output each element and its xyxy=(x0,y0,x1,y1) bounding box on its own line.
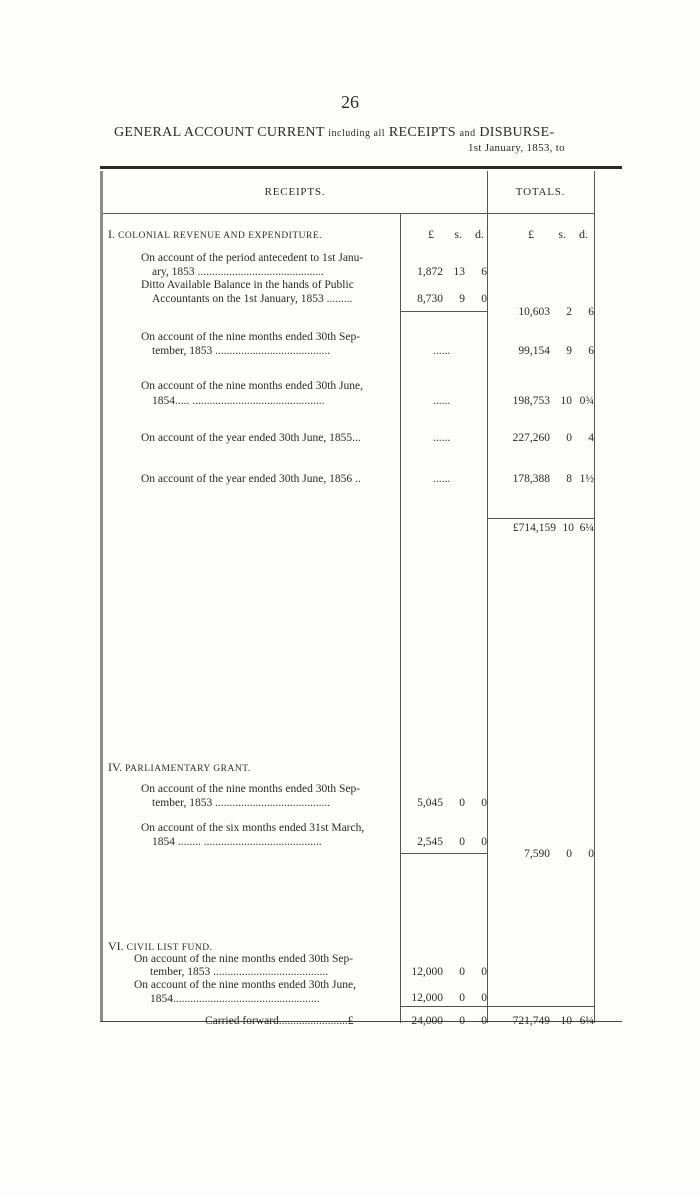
sum-rule xyxy=(400,311,487,312)
totals-column-header: TOTALS. xyxy=(515,186,566,198)
shilling-header: s. xyxy=(454,227,462,241)
amount-pence: 6¼ xyxy=(579,522,594,534)
amount-pence: 0 xyxy=(481,836,487,848)
entry-amount xyxy=(400,966,487,978)
amount-pence: 0 xyxy=(588,848,594,860)
heading-part: DISBURSE- xyxy=(479,125,555,140)
entry-line: Accountants on the 1st January, 1853 ......... xyxy=(152,293,353,305)
entry-line: Ditto Available Balance in the hands of Public xyxy=(141,279,354,291)
amount-shillings: 0 xyxy=(459,1015,465,1027)
entry-line: 1854................................................... xyxy=(150,993,320,1005)
amount-pence: 6 xyxy=(481,266,487,278)
total-amount xyxy=(487,473,594,485)
amount-pounds: £714,159 xyxy=(512,522,556,534)
section-number: I. xyxy=(108,227,115,241)
amount-shillings: 0 xyxy=(459,797,465,809)
table-top-rule xyxy=(100,166,622,169)
entry-line: On account of the nine months ended 30th June, xyxy=(134,979,356,991)
entry-amount xyxy=(400,797,487,809)
pence-header: d. xyxy=(475,227,484,241)
amount-shillings: 10 xyxy=(560,1015,572,1027)
entry-line: On account of the nine months ended 30th June, xyxy=(141,380,363,392)
heading-part: including all xyxy=(328,128,386,139)
section-number: IV. xyxy=(108,760,123,774)
carried-forward-amount xyxy=(400,1015,487,1027)
total-amount xyxy=(487,306,594,318)
section-name: COLONIAL REVENUE AND EXPENDITURE. xyxy=(118,231,323,241)
sum-rule xyxy=(400,1006,594,1007)
amount-shillings: 13 xyxy=(453,266,465,278)
amount-pounds: 178,388 xyxy=(512,473,550,485)
total-amount xyxy=(487,345,594,357)
amount-pounds: 12,000 xyxy=(411,992,443,1004)
amount-pounds: 227,260 xyxy=(512,432,550,444)
amount-pence: 0 xyxy=(481,293,487,305)
amount-shillings: 10 xyxy=(562,522,574,534)
entry-line: On account of the nine months ended 30th Sep- xyxy=(141,783,361,795)
amount-shillings: 0 xyxy=(459,992,465,1004)
heading-part: RECEIPTS xyxy=(388,125,456,140)
amount-pence: 6¼ xyxy=(579,1015,594,1027)
entry-line: On account of the nine months ended 30th Sep- xyxy=(134,953,354,965)
section-title xyxy=(108,227,322,242)
entry-amount xyxy=(400,293,487,305)
heading-part: and xyxy=(459,128,476,139)
entry-line: On account of the nine months ended 30th Sep- xyxy=(141,331,361,343)
entry-line: 1854..... .............................................. xyxy=(152,395,325,407)
page-subheading: 1st January, 1853, to xyxy=(468,142,565,154)
amount-pounds: 721,749 xyxy=(512,1015,550,1027)
heading-part: GENERAL ACCOUNT CURRENT xyxy=(114,125,325,140)
page-number: 26 xyxy=(341,92,359,112)
entry-amount xyxy=(400,836,487,848)
amount-shillings: 0 xyxy=(566,432,572,444)
amount-pence: 0 xyxy=(481,966,487,978)
section-name: PARLIAMENTARY GRANT. xyxy=(125,764,251,774)
amount-pounds: 10,603 xyxy=(518,306,550,318)
amount-shillings: 9 xyxy=(566,345,572,357)
amount-pounds: 8,730 xyxy=(417,293,443,305)
amount-pence: 0 xyxy=(481,1015,487,1027)
amount-shillings: 0 xyxy=(459,966,465,978)
sum-rule xyxy=(400,853,487,854)
amount-pounds: 12,000 xyxy=(411,966,443,978)
column-rule xyxy=(594,171,595,1023)
entry-line: tember, 1853 ........................................ xyxy=(150,966,329,978)
entry-line: On account of the year ended 30th June, 1856 .. xyxy=(141,473,361,485)
column-rule xyxy=(400,213,401,1023)
amount-pounds: 2,545 xyxy=(417,836,443,848)
amount-pence: 1½ xyxy=(579,473,594,485)
entry-line: ary, 1853 ............................................ xyxy=(152,266,325,278)
page-heading xyxy=(114,125,554,141)
amount-pounds: 5,045 xyxy=(417,797,443,809)
amount-pounds: 99,154 xyxy=(518,345,550,357)
section-number: VI. xyxy=(108,939,124,953)
entry-line: tember, 1853 ........................................ xyxy=(152,797,331,809)
amount-pounds: 24,000 xyxy=(411,1015,443,1027)
shilling-header: s. xyxy=(558,227,566,241)
entry-line: On account of the year ended 30th June, 1855... xyxy=(141,432,361,444)
receipts-column-header: RECEIPTS. xyxy=(264,186,326,198)
table-left-rule xyxy=(100,171,103,1021)
amount-pence: 6 xyxy=(588,345,594,357)
section-name: CIVIL LIST FUND. xyxy=(126,943,213,953)
amount-shillings: 2 xyxy=(566,306,572,318)
entry-line: On account of the period antecedent to 1st Janu- xyxy=(141,252,364,264)
carried-forward-total xyxy=(487,1015,594,1027)
section-title xyxy=(108,939,213,954)
amount-shillings: 0 xyxy=(566,848,572,860)
amount-shillings: 8 xyxy=(566,473,572,485)
amount-shillings: 10 xyxy=(560,395,572,407)
amount-pence: 0¾ xyxy=(579,395,594,407)
entry-line: tember, 1853 ........................................ xyxy=(152,345,331,357)
header-rule xyxy=(103,213,595,214)
dots-placeholder: ...... xyxy=(433,395,451,407)
amount-shillings: 0 xyxy=(459,836,465,848)
total-amount xyxy=(487,432,594,444)
sum-rule xyxy=(487,518,594,519)
amount-pounds: 7,590 xyxy=(524,848,550,860)
amount-pounds: 198,753 xyxy=(512,395,550,407)
amount-shillings: 9 xyxy=(459,293,465,305)
amount-pence: 0 xyxy=(481,797,487,809)
entry-amount xyxy=(400,992,487,1004)
amount-pence: 0 xyxy=(481,992,487,1004)
dots-placeholder: ...... xyxy=(433,432,451,444)
amount-pounds: 1,872 xyxy=(417,266,443,278)
dots-placeholder: ...... xyxy=(433,345,451,357)
carried-forward-label: Carried forward........................£ xyxy=(205,1015,354,1027)
amount-pence: 6 xyxy=(588,306,594,318)
pence-header: d. xyxy=(579,227,588,241)
column-rule xyxy=(487,171,488,1023)
entry-line: 1854 ........ ......................................... xyxy=(152,836,322,848)
pound-header: £ xyxy=(528,227,534,241)
total-amount xyxy=(487,395,594,407)
grand-total-amount xyxy=(487,522,594,534)
dots-placeholder: ...... xyxy=(433,473,451,485)
entry-line: On account of the six months ended 31st March, xyxy=(141,822,365,834)
pound-header: £ xyxy=(428,227,434,241)
entry-amount xyxy=(400,266,487,278)
total-amount xyxy=(487,848,594,860)
amount-pence: 4 xyxy=(588,432,594,444)
section-title xyxy=(108,760,251,775)
